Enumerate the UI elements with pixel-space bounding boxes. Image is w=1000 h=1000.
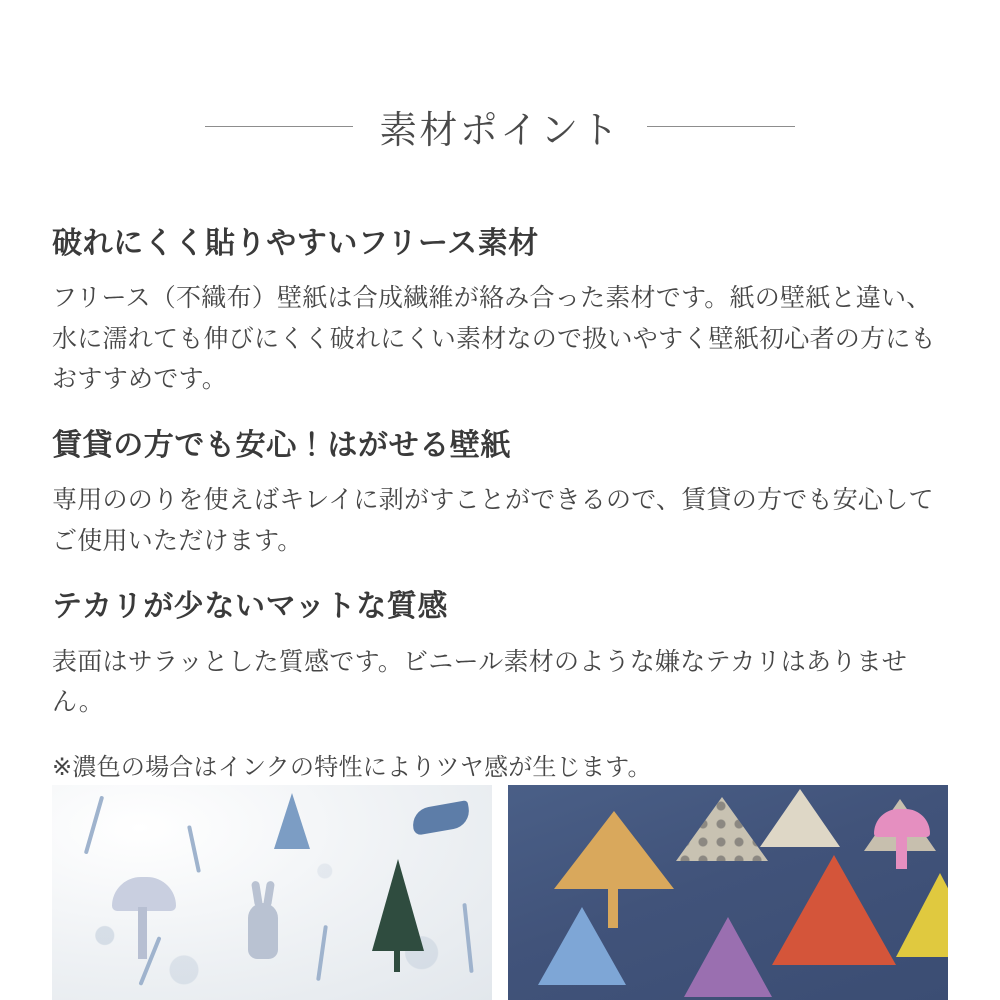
- tree-icon-red: [772, 855, 896, 965]
- content-area: [0, 224, 1000, 787]
- disclaimer-note: ※濃色の場合はインクの特性によりツヤ感が生じます。: [52, 753, 652, 781]
- navy-tree-wallpaper-photo: [508, 785, 948, 1000]
- rabbit-icon: [248, 903, 278, 959]
- tree-icon-gold: [554, 811, 674, 889]
- point-heading-1: 破れにくく貼りやすいフリース素材: [52, 226, 539, 260]
- point-block-1: [52, 224, 948, 400]
- point-heading-3: テカリが少ないマットな質感: [52, 590, 448, 624]
- point-body-3: 表面はサラッとした質感です。ビニール素材のような嫌なテカリはありません。: [52, 647, 908, 717]
- fir-tree-trunk-icon: [394, 948, 400, 972]
- point-block-2: [52, 426, 948, 562]
- point-body-1: フリース（不織布）壁紙は合成繊維が絡み合った素材です。紙の壁紙と違い、水に濡れても伸びにくく破れにくい素材なので扱いやすく壁紙初心者の方にもおすすめです。: [52, 284, 936, 394]
- divider-right: [647, 126, 795, 127]
- tree-icon-cream: [760, 789, 840, 847]
- point-body-2: 専用ののりを使えばキレイに剥がすことができるので、賃貸の方でも安心してご使用いただけます。: [52, 486, 934, 555]
- divider-left: [205, 126, 353, 127]
- tree-icon-purple: [684, 917, 772, 997]
- section-header: [0, 0, 1000, 180]
- pale-forest-wallpaper-photo: [52, 785, 492, 1000]
- page-title: 素材ポイント: [379, 110, 621, 153]
- fir-tree-icon: [372, 859, 424, 951]
- small-tree-icon: [274, 793, 310, 849]
- photo-strip: [52, 785, 948, 1000]
- point-heading-2: 賃貸の方でも安心！はがせる壁紙: [52, 428, 511, 462]
- point-block-3: [52, 587, 948, 723]
- tree-icon-blue: [538, 907, 626, 985]
- tree-icon-yellow: [896, 873, 948, 957]
